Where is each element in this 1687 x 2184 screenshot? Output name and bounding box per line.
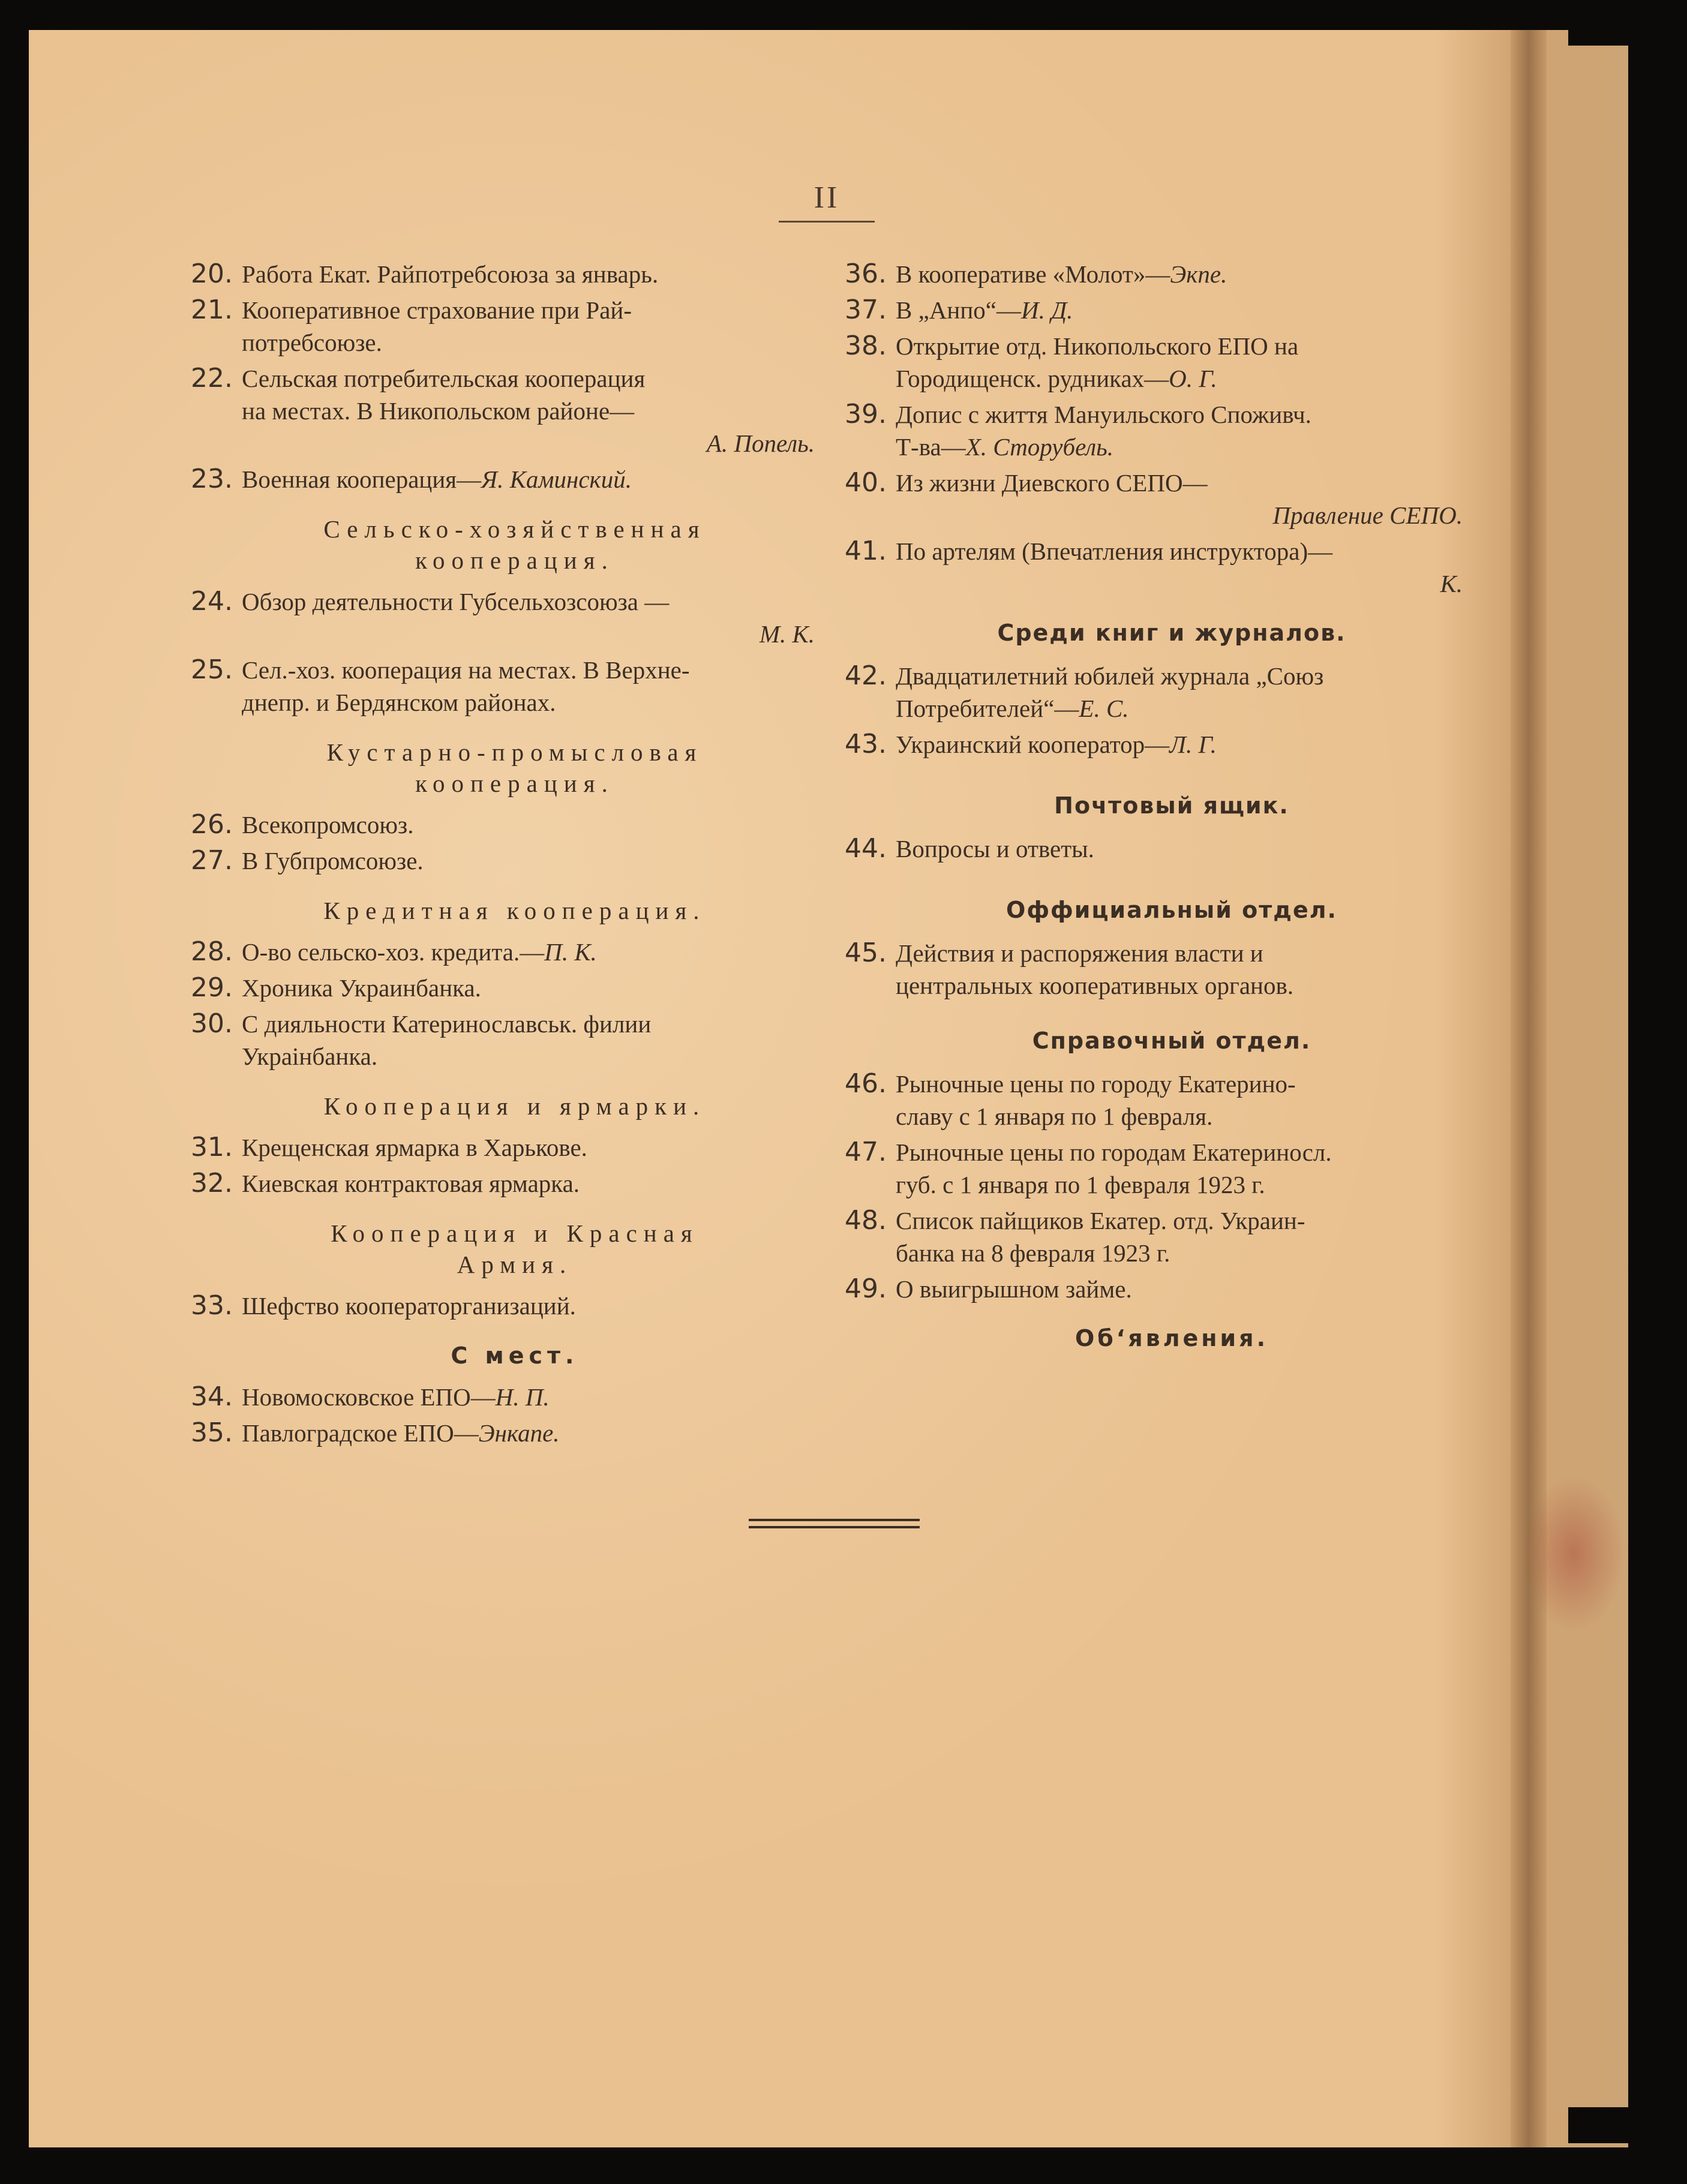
entry-title-line: славу с 1 января по 1 февраля. [896,1102,1213,1130]
entry-number: 40. [845,467,887,498]
entry-title: Киевская контрактовая ярмарка. [242,1170,580,1197]
entry-number: 31. [191,1132,233,1162]
section-heading [191,895,815,926]
entry-title: О выигрышном займе. [896,1275,1132,1303]
entry-author: П. К. [544,938,597,966]
toc-entry [191,1167,815,1200]
entry-title-text: Военная кооперация— [242,465,482,493]
entry-number: 26. [191,809,233,840]
entry-title [242,654,815,719]
entry-title-line: потребсоюзе. [242,329,382,356]
toc-entry [191,1417,815,1449]
entry-title [896,294,1463,326]
entry-author: Я. Каминский. [481,465,632,493]
entry-number: 45. [845,938,887,968]
entry-number: 23. [191,464,233,494]
section-heading: Почтовый ящик. [1054,792,1289,819]
entry-number: 27. [191,845,233,876]
toc-entry [845,1068,1463,1132]
entry-author: Х. Сторубель. [965,433,1114,461]
entry-title-line: Из жизни Диевского СЕПО— [896,469,1208,497]
entry-title-line: Рыночные цены по городам Екатериносл. [896,1138,1332,1166]
entry-number: 37. [845,295,887,325]
entry-title-line: Сельская потребительская кооперация [242,365,646,392]
page-number: II [814,181,840,215]
toc-entry [191,809,815,841]
toc-entry [845,330,1463,395]
entry-title-text: Городищенск. рудниках— [896,365,1169,392]
toc-entry [845,833,1463,865]
section-heading-line: кооперация. [415,546,614,574]
entry-number: 36. [845,259,887,289]
entry-title: Крещенская ярмарка в Харькове. [242,1134,587,1161]
entry-title [242,585,815,650]
entry-number: 46. [845,1068,887,1099]
entry-number: 43. [845,729,887,759]
toc-entry [845,728,1463,761]
section-heading [191,513,815,576]
entry-number: 21. [191,295,233,325]
entry-author: Энкапе. [478,1419,560,1447]
toc-entry [845,660,1463,725]
entry-title: В Губпромсоюзе. [242,847,424,875]
entry-number: 34. [191,1381,233,1412]
end-rule [749,1526,920,1528]
entry-number: 20. [191,259,233,289]
toc-entry [191,654,815,719]
entry-title [896,258,1463,290]
toc-entry [191,1131,815,1164]
entry-title-text: Потребителей“— [896,695,1079,722]
entry-title-line: Список пайщиков Екатер. отд. Украин- [896,1207,1305,1234]
entry-title-line: По артелям (Впечатления инструктора)— [896,537,1333,565]
entry-author: Экпе. [1170,260,1227,288]
entry-title [896,728,1463,761]
entry-number: 44. [845,833,887,864]
entry-author: К. [1440,570,1463,597]
section-heading-line: Кооперация и Красная [331,1219,699,1247]
entry-title [896,467,1463,531]
entry-author: М. К. [759,620,815,648]
entry-author: Н. П. [495,1383,550,1411]
toc-entry [191,362,815,459]
section-heading: Оффициальный отдел. [1006,897,1337,923]
toc-entry [845,294,1463,326]
entry-title-line [896,692,1463,725]
entry-title-line: Действия и распоряжения власти и [896,939,1263,967]
entry-title-line: центральных кооперативных органов. [896,972,1294,999]
section-heading-line: Кредитная кооперация. [323,897,706,924]
entry-title [242,936,815,968]
entry-title [896,660,1463,725]
entry-title-line: губ. с 1 января по 1 февраля 1923 г. [896,1171,1265,1198]
entry-title [896,1068,1463,1132]
toc-entry [845,258,1463,290]
entry-title-line: банка на 8 февраля 1923 г. [896,1239,1170,1267]
entry-author: А. Попель. [706,429,815,457]
entry-title-line [896,362,1463,395]
entry-title-line: Открытие отд. Никопольского ЕПО на [896,332,1299,360]
toc-entry [191,585,815,650]
entry-number: 33. [191,1290,233,1321]
section-heading-line: С мест. [451,1342,579,1369]
entry-title-line: на местах. В Никопольском районе— [242,397,635,425]
entry-title-text: Павлоградское ЕПО— [242,1419,479,1447]
page-number-rule [779,221,875,223]
entry-author: И. Д. [1020,296,1073,324]
section-heading: Среди книг и журналов. [997,620,1346,646]
entry-number: 30. [191,1008,233,1039]
section-heading-line: Кустарно-промысловая [326,738,703,766]
entry-title-line: Рыночные цены по городу Екатерино- [896,1070,1296,1098]
entry-title-line: С дияльности Катеринославськ. филии [242,1010,652,1038]
entry-title [242,362,815,459]
entry-title [242,1417,815,1449]
entry-number: 35. [191,1417,233,1448]
toc-entry [845,1136,1463,1201]
section-heading-line: Кооперация и ярмарки. [323,1092,706,1120]
entry-number: 29. [191,972,233,1003]
entry-number: 32. [191,1168,233,1198]
toc-entry [191,1381,815,1413]
toc-entry [845,937,1463,1002]
section-heading-line: кооперация. [415,770,614,797]
toc-entry [191,463,815,495]
section-heading [191,1218,815,1280]
entry-title-line [896,431,1463,463]
toc-entry [845,398,1463,463]
section-heading [191,1091,815,1122]
entry-title [242,294,815,359]
entry-title [242,1381,815,1413]
entry-title-text: В „Анпо“— [896,296,1021,324]
entry-title: Шефство кооператорганизаций. [242,1292,576,1320]
toc-entry [845,1204,1463,1269]
entry-title [242,1008,815,1073]
entry-title: Вопросы и ответы. [896,835,1094,863]
entry-number: 48. [845,1205,887,1236]
paper-stain [1523,1476,1625,1632]
entry-author: Правление СЕПО. [1272,501,1463,529]
toc-entry [191,1290,815,1322]
entry-title: Хроника Украинбанка. [242,974,481,1002]
entry-title-line: Кооперативное страхование при Рай- [242,296,632,324]
toc-entry [845,535,1463,600]
entry-title [896,398,1463,463]
entry-title-line: Допис с життя Мануильского Споживч. [896,401,1311,428]
entry-number: 22. [191,363,233,393]
toc-entry [191,1008,815,1073]
entry-title-line: Сел.-хоз. кооперация на местах. В Верхне- [242,656,690,684]
section-heading-line: Сельско-хозяйственная [323,515,706,543]
contents-right-column [845,258,1463,1365]
section-heading: Об‘явления. [1074,1325,1269,1351]
scan-border [1568,30,1628,46]
entry-number: 38. [845,331,887,361]
entry-number: 42. [845,660,887,691]
entry-title-line: Украiнбанка. [242,1043,378,1070]
entry-author: О. Г. [1169,365,1217,392]
entry-title [896,330,1463,395]
entry-author: Л. Г. [1169,731,1217,758]
toc-entry [191,845,815,877]
section-heading: Справочный отдел. [1032,1028,1311,1054]
entry-number: 39. [845,399,887,429]
entry-author: Е. С. [1079,695,1129,722]
end-rule [749,1519,920,1521]
entry-title [896,535,1463,600]
page-spine-shadow [1511,30,1547,2147]
entry-number: 24. [191,586,233,617]
contents-left-column [191,258,815,1453]
entry-number: 47. [845,1137,887,1167]
entry-number: 41. [845,536,887,566]
toc-entry [191,294,815,359]
section-heading [191,737,815,799]
entry-title-line: Двадцатилетний юбилей журнала „Союз [896,662,1324,690]
entry-title [242,463,815,495]
entry-title-text: Т-ва— [896,433,966,461]
entry-number: 28. [191,936,233,967]
entry-title [896,937,1463,1002]
entry-number: 25. [191,654,233,685]
toc-entry [845,1273,1463,1305]
entry-title-line: Обзор деятельности Губсельхозсоюза — [242,588,670,615]
entry-title-text: В кооперативе «Молот»— [896,260,1170,288]
section-heading-line: Армия. [457,1251,573,1278]
page-sheet [29,30,1628,2147]
entry-title [896,1136,1463,1201]
entry-title-line: днепр. и Бердянском районах. [242,689,556,716]
entry-title: Всекопромсоюз. [242,811,414,839]
entry-title-text: О-во сельско-хоз. кредита.— [242,938,545,966]
toc-entry [191,936,815,968]
toc-entry [845,467,1463,531]
entry-title: Работа Екат. Райпотребсоюза за январь. [242,260,659,288]
section-heading [191,1340,815,1371]
entry-title [896,1204,1463,1269]
toc-entry [191,258,815,290]
toc-entry [191,972,815,1004]
entry-number: 49. [845,1273,887,1304]
entry-title-text: Новомосковское ЕПО— [242,1383,496,1411]
entry-title-text: Украинский кооператор— [896,731,1170,758]
scan-border [1568,2107,1628,2143]
